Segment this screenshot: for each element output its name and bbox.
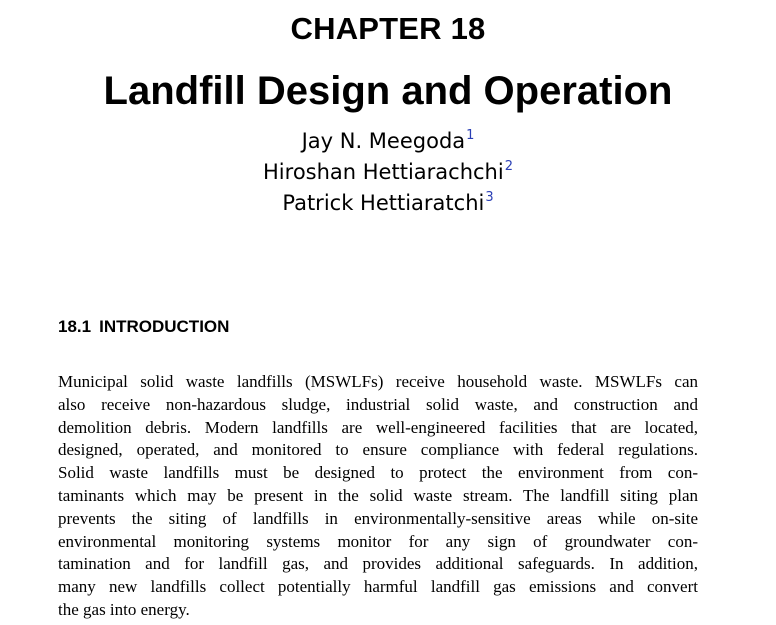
- paragraph-line: prevents the siting of landfills in environmentally-sensitive areas while on-site: [58, 508, 698, 528]
- paragraph-line: designed, operated, and monitored to ensure compliance with federal regulations.: [58, 440, 698, 460]
- affiliation-link-1[interactable]: 1: [466, 128, 475, 143]
- paragraph-line: demolition debris. Modern landfills are well-engineered facilities that are located,: [58, 417, 698, 437]
- paragraph-line: taminants which may be present in the solid waste stream. The landfill siting plan: [58, 485, 698, 505]
- paragraph-line: Solid waste landfills must be designed to protect the environment from con-: [58, 463, 698, 483]
- section-heading: [58, 316, 229, 338]
- paragraph-line: environmental monitoring systems monitor for any sign of groundwater con-: [58, 531, 698, 551]
- author-2: [0, 157, 776, 188]
- author-name: Hiroshan Hettiarachchi: [263, 160, 504, 184]
- paragraph-line: also receive non-hazardous sludge, industrial solid waste, and construction and: [58, 394, 698, 414]
- paragraph-line: Municipal solid waste landfills (MSWLFs) receive household waste. MSWLFs can: [58, 372, 698, 391]
- affiliation-link-2[interactable]: 2: [504, 159, 513, 174]
- author-1: [0, 126, 776, 157]
- paragraph-line: tamination and for landfill gas, and provides additional safeguards. In addition,: [58, 554, 698, 574]
- author-list: [0, 126, 776, 219]
- author-name: Jay N. Meegoda: [301, 129, 466, 153]
- affiliation-link-3[interactable]: 3: [485, 190, 494, 205]
- section-title: INTRODUCTION: [99, 317, 230, 336]
- author-name: Patrick Hettiaratchi: [282, 191, 485, 215]
- author-3: [0, 188, 776, 219]
- section-number: 18.1: [58, 317, 92, 336]
- introduction-paragraph: [58, 371, 698, 622]
- paragraph-line: many new landfills collect potentially harmful landfill gas emissions and convert: [58, 577, 698, 597]
- chapter-title: Landfill Design and Operation: [103, 69, 673, 113]
- chapter-label: CHAPTER 18: [290, 11, 486, 46]
- paragraph-line: the gas into energy.: [58, 599, 190, 619]
